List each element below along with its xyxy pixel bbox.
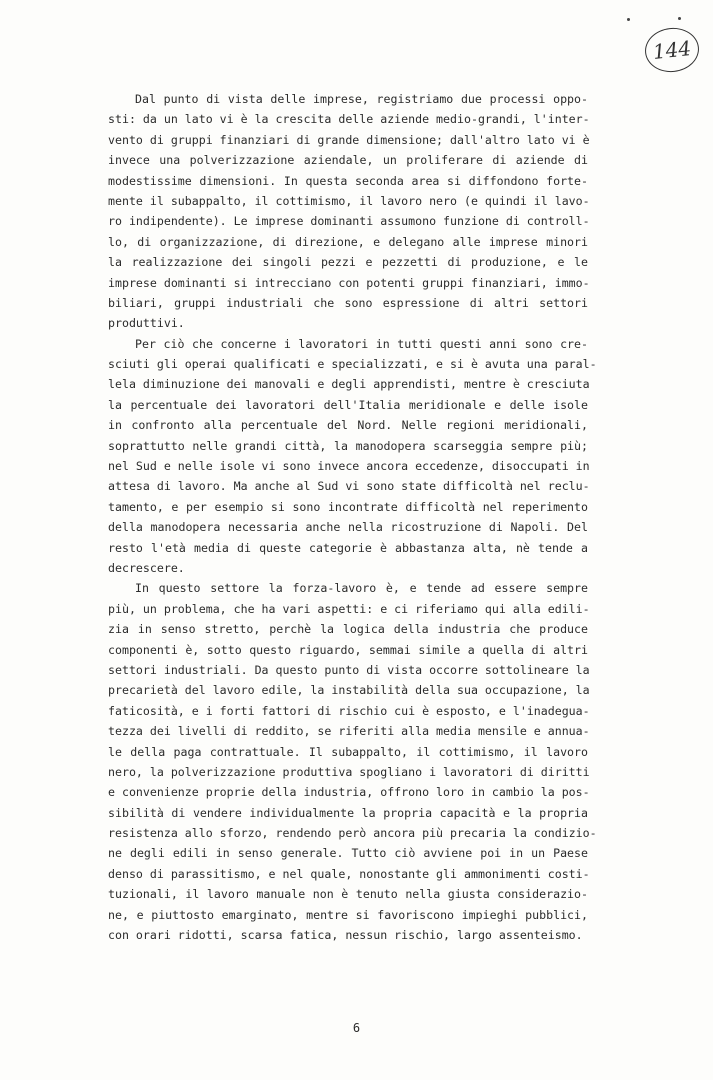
text-line: denso di parassitismo, e nel quale, nonostante gli ammonimenti costi- <box>108 866 590 881</box>
text-line: invece una polverizzazione aziendale, un proliferare di aziende di <box>108 153 588 168</box>
text-line: modestissime dimensioni. In questa seconda area si diffondono forte- <box>108 173 588 188</box>
text-line: la realizzazione dei singoli pezzi e pezzetti di produzione, e le <box>108 255 588 270</box>
text-line: mente il subappalto, il cottimismo, il lavoro nero (e quindi il lavo- <box>108 193 590 208</box>
text-line: resistenza allo sforzo, rendendo però ancora più precaria la condizio- <box>108 826 597 841</box>
text-line: sibilità di vendere individualmente la propria capacità e la propria <box>108 805 588 820</box>
body-text <box>108 89 597 945</box>
text-line: decrescere. <box>108 560 185 575</box>
text-line: imprese dominanti si intrecciano con potenti gruppi finanziari, immo- <box>108 275 590 290</box>
text-line: con orari ridotti, scarsa fatica, nessun rischio, largo assenteismo. <box>108 928 583 943</box>
text-line: nel Sud e nelle isole vi sono invece ancora eccedenze, disoccupati in <box>108 459 590 474</box>
text-line: faticosità, e i forti fattori di rischio cui è esposto, e l'inadegua- <box>108 703 590 718</box>
text-line: attesa di lavoro. Ma anche al Sud vi sono state difficoltà nel reclu- <box>108 479 590 494</box>
text-line: sti: da un lato vi è la crescita delle aziende medio-grandi, l'inter- <box>108 112 590 127</box>
paragraph <box>108 89 588 334</box>
text-line: in confronto alla percentuale del Nord. Nelle regioni meridionali, <box>108 418 588 433</box>
text-line: e convenienze proprie della industria, offrono loro in cambio la pos- <box>108 785 590 800</box>
stamp-label: 144 <box>651 36 693 64</box>
text-line: tezza dei livelli di reddito, se riferiti alla media mensile e annua- <box>108 724 590 739</box>
text-line: tamento, e per esempio si sono incontrate difficoltà nel reperimento <box>108 499 588 514</box>
text-line: lela diminuzione dei manovali e degli apprendisti, mentre è cresciuta <box>108 377 590 392</box>
paragraph <box>108 334 597 579</box>
text-line: zia in senso stretto, perchè la logica della industria che produce <box>108 622 588 637</box>
text-line: sciuti gli operai qualificati e specializzati, e si è avuta una paral- <box>108 357 597 372</box>
page-number: 6 <box>352 1021 361 1035</box>
mark-dot <box>678 17 681 20</box>
text-line: soprattutto nelle grandi città, la manodopera scarseggia sempre più; <box>108 438 588 453</box>
text-line: nero, la polverizzazione produttiva spogliano i lavoratori di diritti <box>108 764 590 779</box>
text-line: settori industriali. Da questo punto di vista occorre sottolineare la <box>108 662 590 677</box>
text-line: precarietà del lavoro edile, la instabilità della sua occupazione, la <box>108 683 590 698</box>
text-line: produttivi. <box>108 316 185 331</box>
archive-number-stamp <box>643 25 701 74</box>
text-line: resto l'età media di queste categorie è abbastanza alta, nè tende a <box>108 540 588 555</box>
text-line: componenti è, sotto questo riguardo, semmai simile a quella di altri <box>108 642 588 657</box>
text-line: della manodopera necessaria anche nella ricostruzione di Napoli. Del <box>108 520 588 535</box>
text-line: biliari, gruppi industriali che sono espressione di altri settori <box>108 295 588 310</box>
text-line: tuzionali, il lavoro manuale non è tenuto nella giusta considerazio- <box>108 887 588 902</box>
text-line: In questo settore la forza-lavoro è, e tende ad essere sempre <box>135 581 588 596</box>
text-line: più, un problema, che ha vari aspetti: e ci riferiamo qui alla edili- <box>108 601 590 616</box>
text-line: Per ciò che concerne i lavoratori in tutti questi anni sono cre- <box>135 336 588 351</box>
text-line: lo, di organizzazione, di direzione, e delegano alle imprese minori <box>108 234 588 249</box>
text-line: la percentuale dei lavoratori dell'Italia meridionale e delle isole <box>108 397 588 412</box>
text-line: ro indipendente). Le imprese dominanti assumono funzione di controll- <box>108 214 590 229</box>
text-line: le della paga contrattuale. Il subappalto, il cottimismo, il lavoro <box>108 744 588 759</box>
mark-dot <box>627 18 630 21</box>
paragraph <box>108 578 597 945</box>
text-line: Dal punto di vista delle imprese, registriamo due processi oppo- <box>135 92 588 106</box>
text-line: vento di gruppi finanziari di grande dimensione; dall'altro lato vi è <box>108 132 590 147</box>
text-line: ne, e piuttosto emarginato, mentre si favoriscono impieghi pubblici, <box>108 907 588 922</box>
text-line: ne degli edili in senso generale. Tutto ciò avviene poi in un Paese <box>108 846 588 861</box>
